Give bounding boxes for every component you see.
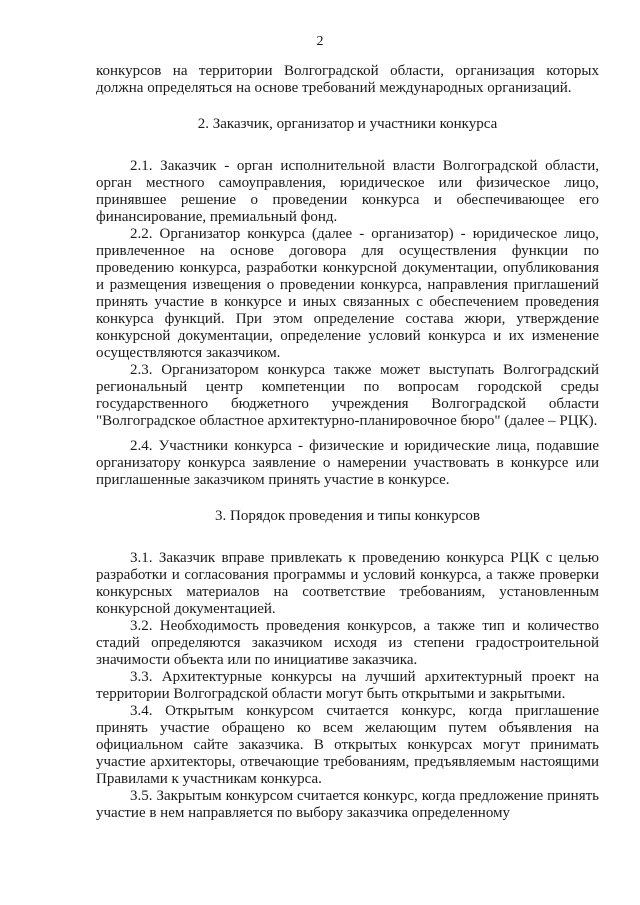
paragraph-3-5: 3.5. Закрытым конкурсом считается конкурс, когда предложение принять участие в нем направляется по выбору заказчика определенному xyxy=(96,788,599,821)
paragraph-2-1: 2.1. Заказчик - орган исполнительной власти Волгоградской области, орган местного самоуправления, юридическое или физическое лицо, принявшее решение о проведении конкурса и обеспечивающее его финансирование, премиальный фонд. xyxy=(96,158,599,225)
section-3-heading: 3. Порядок проведения и типы конкурсов xyxy=(215,508,480,524)
paragraph-2-3: 2.3. Организатором конкурса также может выступать Волгоградский региональный центр компетенции по вопросам городской среды государственного бюджетного учреждения Волгоградской области "Волгоградское областное архитектурно-планировочное бюро" (далее – РЦК). xyxy=(96,362,599,429)
section-2-heading: 2. Заказчик, организатор и участники конкурса xyxy=(197,116,498,132)
paragraph-2-2: 2.2. Организатор конкурса (далее - организатор) - юридическое лицо, привлеченное на основе договора для осуществления функции по проведению конкурса, разработки конкурсной документации, опубликования и размещения извещения о проведении конкурса, направления приглашений принять участие в конкурсе и иных связанных с обеспечением проведения конкурса функций. При этом определение состава жюри, утверждение конкурсной документации, определение условий конкурса и их изменение осуществляются заказчиком. xyxy=(96,226,599,361)
paragraph-3-4: 3.4. Открытым конкурсом считается конкурс, когда приглашение принять участие обращено ко всем желающим путем объявления на официальном сайте заказчика. В открытых конкурсах могут принимать участие архитекторы, отвечающие требованиям, предъявляемым настоящими Правилами к участникам конкурса. xyxy=(96,703,599,787)
paragraph-2-4: 2.4. Участники конкурса - физические и юридические лица, подавшие организатору конкурса заявление о намерении участвовать в конкурсе или приглашенные заказчиком принять участие в конкурсе. xyxy=(96,438,599,488)
paragraph-3-3: 3.3. Архитектурные конкурсы на лучший архитектурный проект на территории Волгоградской области могут быть открытыми и закрытыми. xyxy=(96,669,599,702)
document-body xyxy=(96,63,599,822)
page-number: 2 xyxy=(316,34,324,49)
intro-paragraph: конкурсов на территории Волгоградской области, организация которых должна определяться на основе требований международных организаций. xyxy=(96,63,599,96)
paragraph-3-1: 3.1. Заказчик вправе привлекать к проведению конкурса РЦК с целью разработки и согласования программы и условий конкурса, а также проверки конкурсных материалов на соответствие требованиям, установленным конкурсной документацией. xyxy=(96,550,599,617)
paragraph-3-2: 3.2. Необходимость проведения конкурсов, а также тип и количество стадий определяются заказчиком исходя из степени градостроительной значимости объекта или по инициативе заказчика. xyxy=(96,618,599,668)
